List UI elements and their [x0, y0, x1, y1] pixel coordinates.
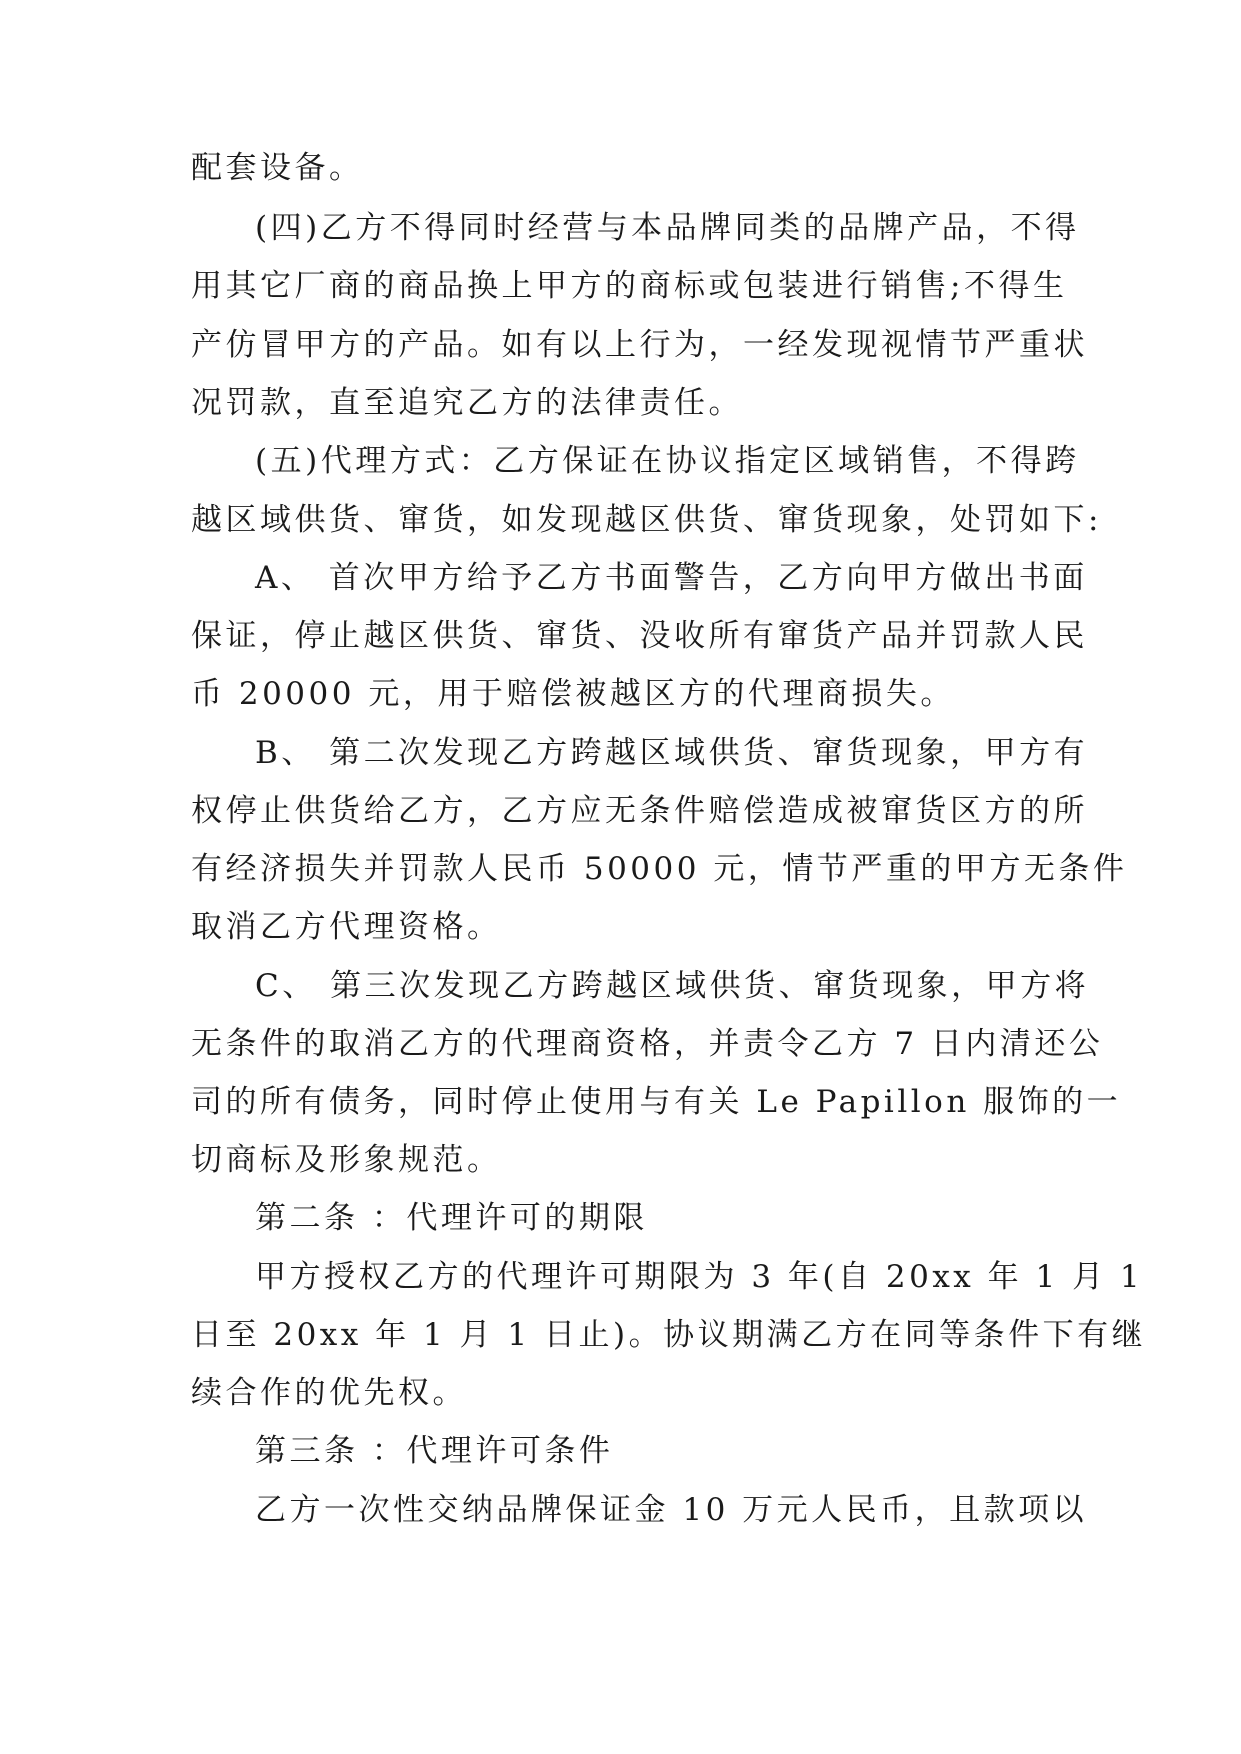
text-line: 甲方授权乙方的代理许可期限为 3 年(自 20xx 年 1 月 1 [255, 1259, 1144, 1295]
text-line: 有经济损失并罚款人民币 50000 元，情节严重的甲方无条件 [191, 851, 1128, 887]
text-line: 权停止供货给乙方，乙方应无条件赔偿造成被窜货区方的所 [191, 793, 1088, 829]
text-line: 日至 20xx 年 1 月 1 日止)。协议期满乙方在同等条件下有继 [191, 1317, 1147, 1353]
text-line: 无条件的取消乙方的代理商资格，并责令乙方 7 日内清还公 [191, 1026, 1104, 1062]
text-line: 币 20000 元，用于赔偿被越区方的代理商损失。 [191, 676, 955, 712]
text-line: B、 第二次发现乙方跨越区域供货、窜货现象，甲方有 [255, 735, 1089, 771]
text-line: 续合作的优先权。 [191, 1375, 467, 1411]
text-line: C、 第三次发现乙方跨越区域供货、窜货现象，甲方将 [255, 968, 1090, 1004]
text-line: 乙方一次性交纳品牌保证金 10 万元人民币，且款项以 [255, 1492, 1088, 1528]
section-heading: 第二条 ：代理许可的期限 [255, 1200, 648, 1236]
text-line: 保证，停止越区供货、窜货、没收所有窜货产品并罚款人民 [191, 618, 1088, 654]
text-line: 况罚款，直至追究乙方的法律责任。 [191, 385, 743, 421]
text-line: 取消乙方代理资格。 [191, 909, 502, 945]
text-line: 配套设备。 [191, 150, 364, 186]
text-line: (五)代理方式：乙方保证在协议指定区域销售，不得跨 [255, 443, 1080, 479]
text-line: 用其它厂商的商品换上甲方的商标或包装进行销售;不得生 [191, 268, 1068, 304]
text-line: 越区域供货、窜货，如发现越区供货、窜货现象，处罚如下: [191, 502, 1102, 538]
text-line: A、 首次甲方给予乙方书面警告，乙方向甲方做出书面 [255, 560, 1088, 596]
text-line: 产仿冒甲方的产品。如有以上行为，一经发现视情节严重状 [191, 327, 1088, 363]
text-line: 切商标及形象规范。 [191, 1142, 502, 1178]
section-heading: 第三条 ：代理许可条件 [255, 1433, 614, 1469]
text-line: 司的所有债务，同时停止使用与有关 Le Papillon 服饰的一 [191, 1084, 1122, 1120]
text-line: (四)乙方不得同时经营与本品牌同类的品牌产品，不得 [255, 210, 1080, 246]
